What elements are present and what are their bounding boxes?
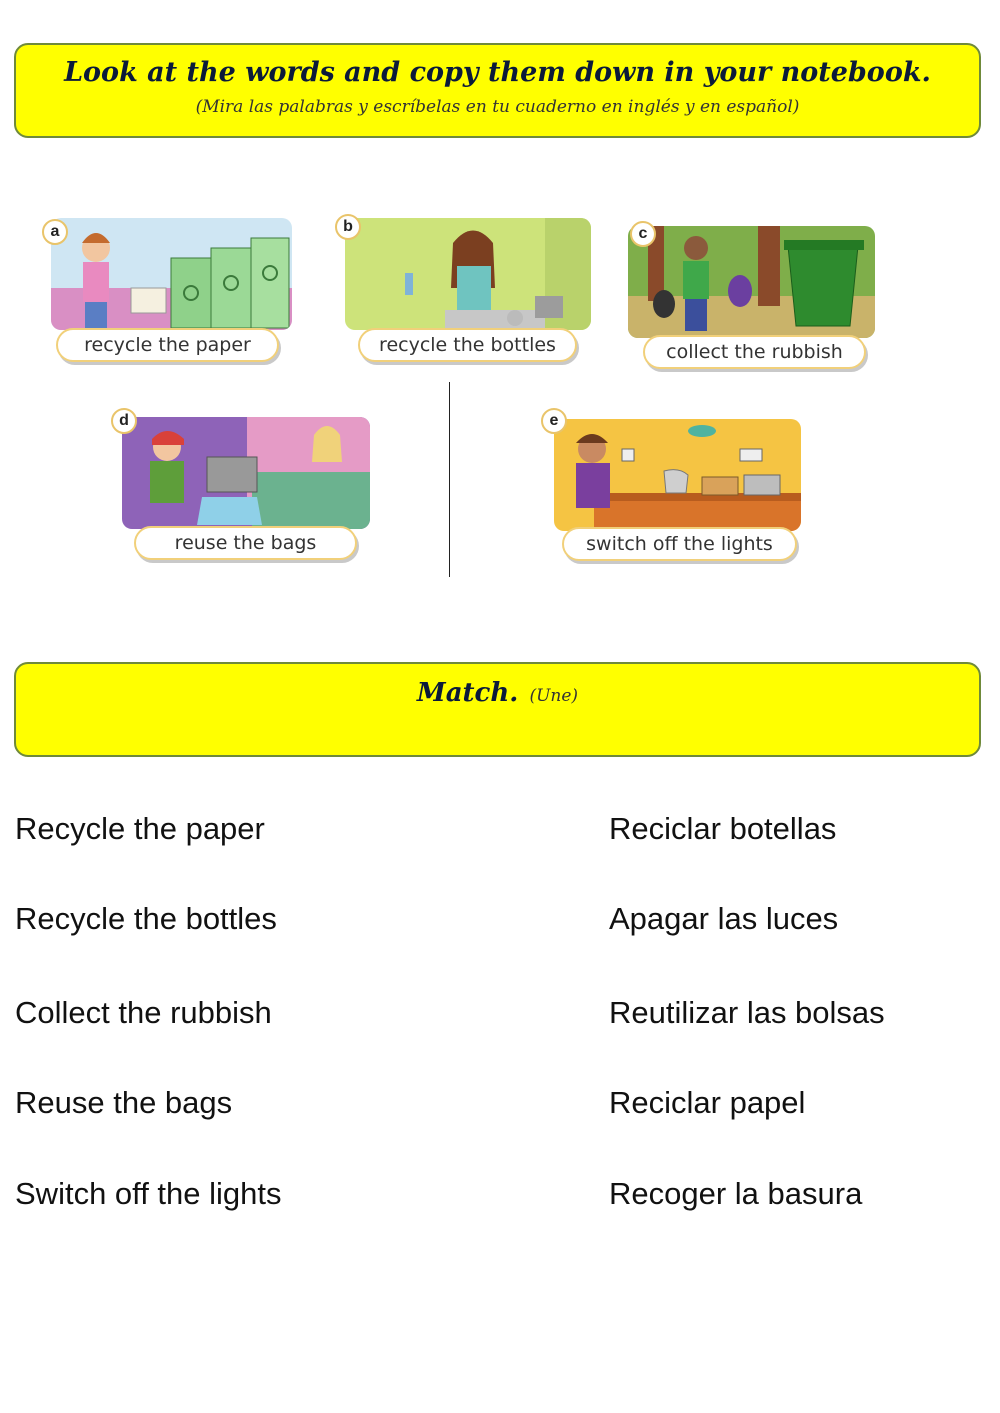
match-title: Match. bbox=[416, 678, 519, 708]
spanish-phrase[interactable]: Reutilizar las bolsas bbox=[609, 995, 885, 1030]
instructions-banner bbox=[14, 43, 981, 138]
match-subtitle: (Une) bbox=[529, 686, 579, 706]
card-letter: a bbox=[42, 219, 68, 245]
match-banner bbox=[14, 662, 981, 757]
rubbish-bin-illustration bbox=[628, 226, 875, 338]
card-letter: b bbox=[335, 214, 361, 240]
english-phrase[interactable]: Collect the rubbish bbox=[15, 995, 272, 1030]
card-caption: collect the rubbish bbox=[643, 335, 866, 369]
english-phrase[interactable]: Recycle the paper bbox=[15, 811, 265, 846]
card-caption: switch off the lights bbox=[562, 527, 797, 561]
recycling-bins-illustration bbox=[51, 218, 292, 330]
card-letter: e bbox=[541, 408, 567, 434]
english-phrase[interactable]: Recycle the bottles bbox=[15, 901, 277, 936]
shopping-bag-illustration bbox=[122, 417, 370, 529]
divider bbox=[449, 382, 450, 577]
instructions-title: Look at the words and copy them down in your notebook. bbox=[64, 57, 931, 88]
instructions-subtitle: (Mira las palabras y escríbelas en tu cuaderno en inglés y en español) bbox=[195, 97, 800, 117]
english-phrase[interactable]: Reuse the bags bbox=[15, 1085, 233, 1120]
card-letter: c bbox=[630, 221, 656, 247]
spanish-phrase[interactable]: Apagar las luces bbox=[609, 901, 839, 936]
card-caption: reuse the bags bbox=[134, 526, 357, 560]
spanish-phrase[interactable]: Recoger la basura bbox=[609, 1176, 863, 1211]
spanish-phrase[interactable]: Reciclar botellas bbox=[609, 811, 837, 846]
card-caption: recycle the bottles bbox=[358, 328, 577, 362]
spanish-phrase[interactable]: Reciclar papel bbox=[609, 1085, 806, 1120]
light-switch-illustration bbox=[554, 419, 801, 531]
bottles-illustration bbox=[345, 218, 591, 330]
card-caption: recycle the paper bbox=[56, 328, 279, 362]
english-phrase[interactable]: Switch off the lights bbox=[15, 1176, 282, 1211]
card-letter: d bbox=[111, 408, 137, 434]
